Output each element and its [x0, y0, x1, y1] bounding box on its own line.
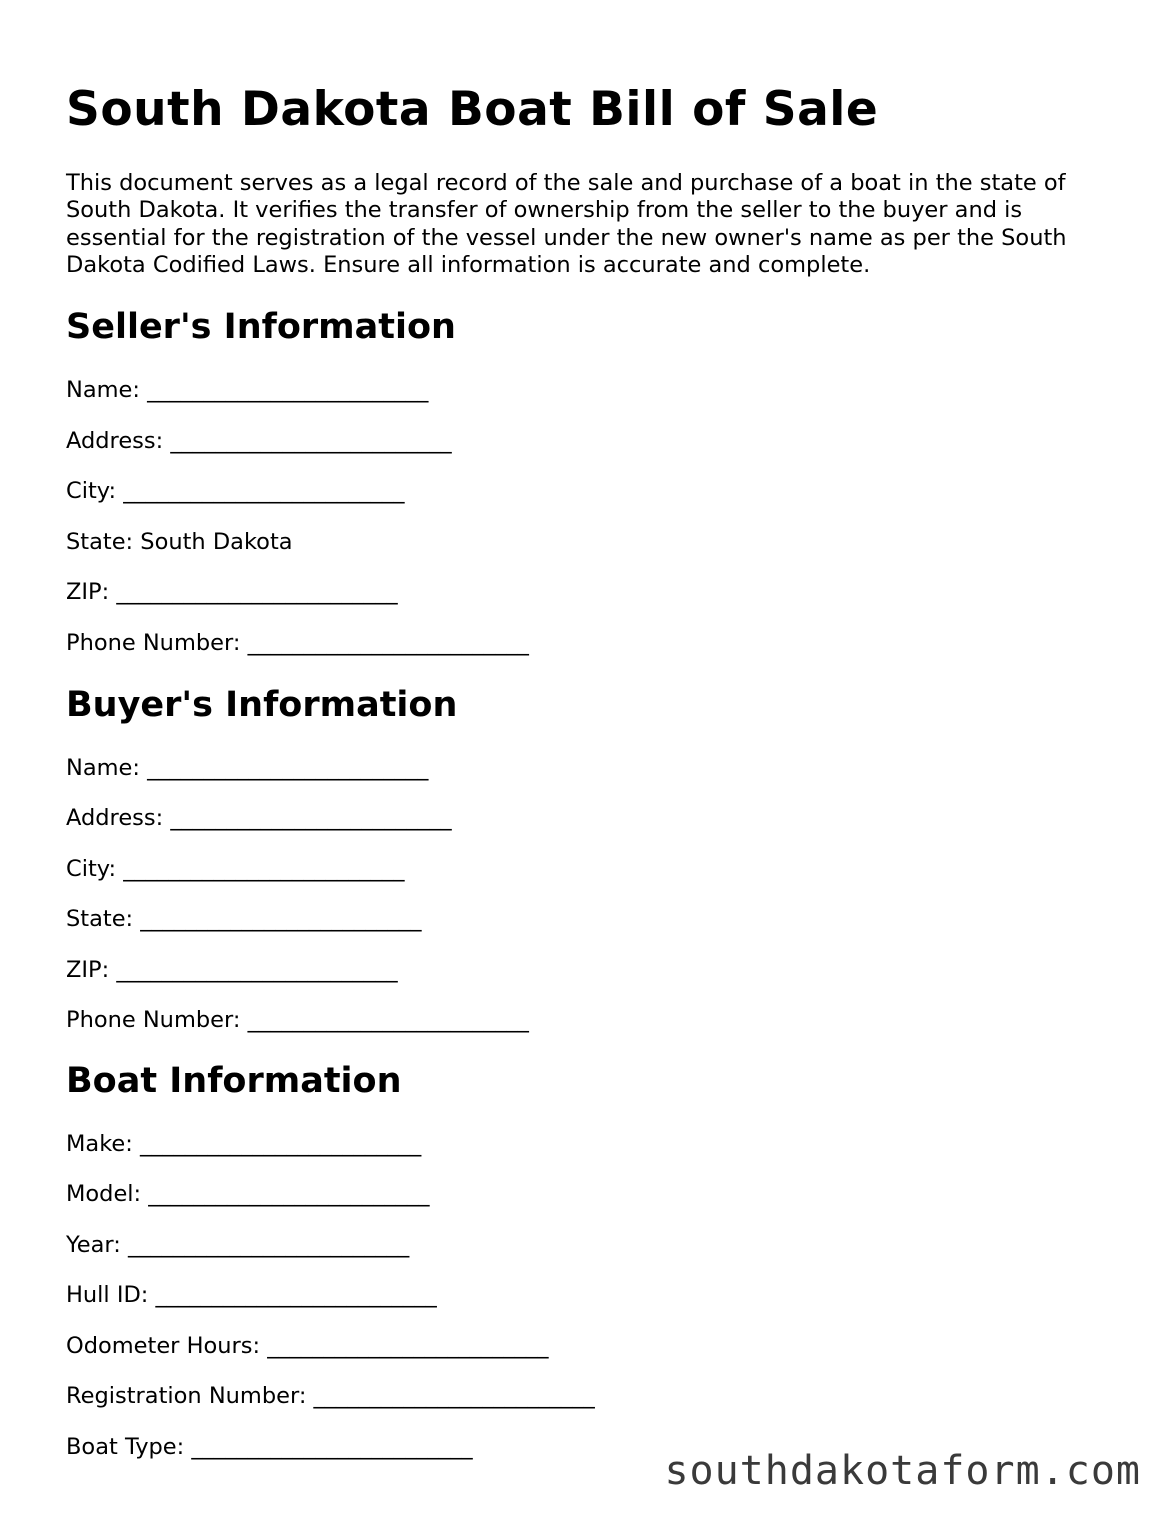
- boat-hull-id-field[interactable]: Hull ID: _________________________: [66, 1282, 437, 1308]
- seller-phone-field[interactable]: Phone Number: _________________________: [66, 630, 529, 656]
- boat-type-field[interactable]: Boat Type: _________________________: [66, 1434, 473, 1460]
- buyer-state-field[interactable]: State: _________________________: [66, 906, 422, 932]
- buyer-phone-field[interactable]: Phone Number: _________________________: [66, 1007, 529, 1033]
- buyer-name-field[interactable]: Name: _________________________: [66, 755, 429, 781]
- boat-model-field[interactable]: Model: _________________________: [66, 1181, 430, 1207]
- seller-zip-field[interactable]: ZIP: _________________________: [66, 579, 398, 605]
- boat-registration-number-field[interactable]: Registration Number: _________________________: [66, 1383, 595, 1409]
- boat-year-field[interactable]: Year: _________________________: [66, 1232, 410, 1258]
- seller-state-field: State: South Dakota: [66, 529, 293, 555]
- buyer-city-field[interactable]: City: _________________________: [66, 856, 405, 882]
- watermark: southdakotaform.com: [664, 1448, 1141, 1494]
- intro-paragraph: This document serves as a legal record of the sale and purchase of a boat in the state of South Dakota. It verifies the transfer of ownership from the seller to the buyer and is essential for the registration of the vessel under the new owner's name as per the South Dakota Codified Laws. Ensure all information is accurate and complete.: [66, 170, 1067, 278]
- boat-odometer-hours-field[interactable]: Odometer Hours: _________________________: [66, 1333, 549, 1359]
- seller-section-heading: Seller's Information: [66, 307, 456, 347]
- seller-name-field[interactable]: Name: _________________________: [66, 377, 429, 403]
- buyer-zip-field[interactable]: ZIP: _________________________: [66, 957, 398, 983]
- buyer-section-heading: Buyer's Information: [66, 685, 458, 725]
- seller-city-field[interactable]: City: _________________________: [66, 478, 405, 504]
- seller-address-field[interactable]: Address: _________________________: [66, 428, 452, 454]
- boat-section-heading: Boat Information: [66, 1061, 402, 1101]
- buyer-address-field[interactable]: Address: _________________________: [66, 805, 452, 831]
- page-title: South Dakota Boat Bill of Sale: [66, 82, 879, 137]
- boat-make-field[interactable]: Make: _________________________: [66, 1131, 422, 1157]
